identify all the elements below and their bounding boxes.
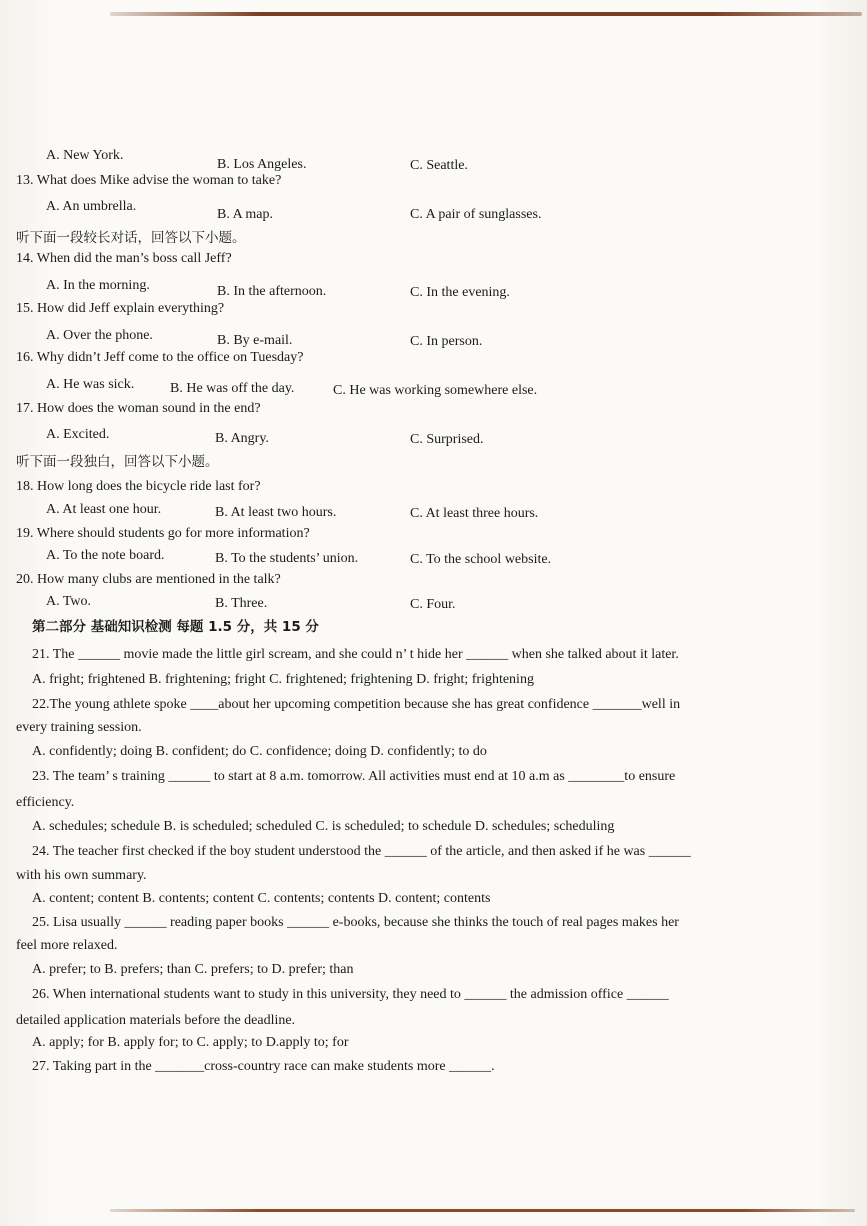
q24-stem-line1: 24. The teacher first checked if the boy student understood the ______ of the article, and then asked if he was ______ [32, 844, 691, 859]
q15-option-a: A. Over the phone. [46, 328, 153, 343]
top-border-rule [110, 12, 862, 16]
part2-title: 第二部分 基础知识检测 [32, 619, 172, 635]
q14-option-c: C. In the evening. [410, 285, 510, 300]
part2-score: 每题 1.5 分，共 15 分 [176, 619, 319, 635]
q24-stem-line2: with his own summary. [16, 868, 147, 883]
q23-options: A. schedules; schedule B. is scheduled; scheduled C. is scheduled; to schedule D. schedules; scheduling [32, 819, 615, 834]
q27-stem: 27. Taking part in the _______cross-country race can make students more ______. [32, 1059, 495, 1074]
q16-option-a: A. He was sick. [46, 377, 135, 392]
q26-options: A. apply; for B. apply for; to C. apply; to D.apply to; for [32, 1035, 349, 1050]
q12-option-b: B. Los Angeles. [217, 157, 307, 172]
q19-option-c: C. To the school website. [410, 552, 552, 567]
q18-option-c: C. At least three hours. [410, 506, 539, 521]
q15-option-c: C. In person. [410, 334, 483, 349]
bottom-border-rule [110, 1209, 855, 1212]
q13-option-b: B. A map. [217, 207, 274, 222]
q25-stem-line2: feel more relaxed. [16, 938, 118, 953]
q15-stem: 15. How did Jeff explain everything? [16, 301, 225, 316]
q25-stem-line1: 25. Lisa usually ______ reading paper books ______ e-books, because she thinks the touch of real pages makes her [32, 915, 679, 930]
q19-stem: 19. Where should students go for more information? [16, 526, 310, 541]
q13-option-c: C. A pair of sunglasses. [410, 207, 542, 222]
q26-stem-line1: 26. When international students want to study in this university, they need to ______ the admission office ______ [32, 987, 669, 1002]
q24-options: A. content; content B. contents; content C. contents; contents D. content; contents [32, 891, 491, 906]
part2-heading [32, 618, 319, 636]
instruction-long-dialogue: 听下面一段较长对话，回答以下小题。 [16, 230, 246, 246]
q19-option-b: B. To the students’ union. [215, 551, 359, 566]
q14-stem: 14. When did the man’s boss call Jeff? [16, 251, 232, 266]
q22-stem-line1: 22.The young athlete spoke ____about her upcoming competition because she has great confidence _______well in [32, 697, 681, 712]
q25-options: A. prefer; to B. prefers; than C. prefers; to D. prefer; than [32, 962, 354, 977]
q23-stem-line1: 23. The team’ s training ______ to start at 8 a.m. tomorrow. All activities must end at 10 a.m as ________to ensure [32, 769, 676, 784]
q12-option-a: A. New York. [46, 148, 124, 163]
q20-option-c: C. Four. [410, 597, 456, 612]
q21-stem: 21. The ______ movie made the little girl scream, and she could n’ t hide her ______ when she talked about it later. [32, 647, 679, 662]
q16-option-b: B. He was off the day. [170, 381, 295, 396]
q17-option-a: A. Excited. [46, 427, 110, 442]
q23-stem-line2: efficiency. [16, 795, 75, 810]
q26-stem-line2: detailed application materials before the deadline. [16, 1013, 296, 1028]
q18-stem: 18. How long does the bicycle ride last for? [16, 479, 261, 494]
q13-stem: 13. What does Mike advise the woman to take? [16, 173, 282, 188]
q16-option-c: C. He was working somewhere else. [333, 383, 538, 398]
q17-option-b: B. Angry. [215, 431, 269, 446]
q20-stem: 20. How many clubs are mentioned in the talk? [16, 572, 281, 587]
q17-option-c: C. Surprised. [410, 432, 484, 447]
q18-option-a: A. At least one hour. [46, 502, 162, 517]
q14-option-b: B. In the afternoon. [217, 284, 327, 299]
q12-option-c: C. Seattle. [410, 158, 468, 173]
q22-stem-line2: every training session. [16, 720, 142, 735]
q20-option-a: A. Two. [46, 594, 92, 609]
q15-option-b: B. By e-mail. [217, 333, 293, 348]
q14-option-a: A. In the morning. [46, 278, 150, 293]
q20-option-b: B. Three. [215, 596, 268, 611]
q16-stem: 16. Why didn’t Jeff come to the office on Tuesday? [16, 350, 304, 365]
q13-option-a: A. An umbrella. [46, 199, 137, 214]
q22-options: A. confidently; doing B. confident; do C. confidence; doing D. confidently; to do [32, 744, 487, 759]
instruction-monologue: 听下面一段独白，回答以下小题。 [16, 454, 219, 470]
q18-option-b: B. At least two hours. [215, 505, 337, 520]
q17-stem: 17. How does the woman sound in the end? [16, 401, 261, 416]
q21-options: A. fright; frightened B. frightening; fright C. frightened; frightening D. fright; frightening [32, 672, 534, 687]
q19-option-a: A. To the note board. [46, 548, 165, 563]
